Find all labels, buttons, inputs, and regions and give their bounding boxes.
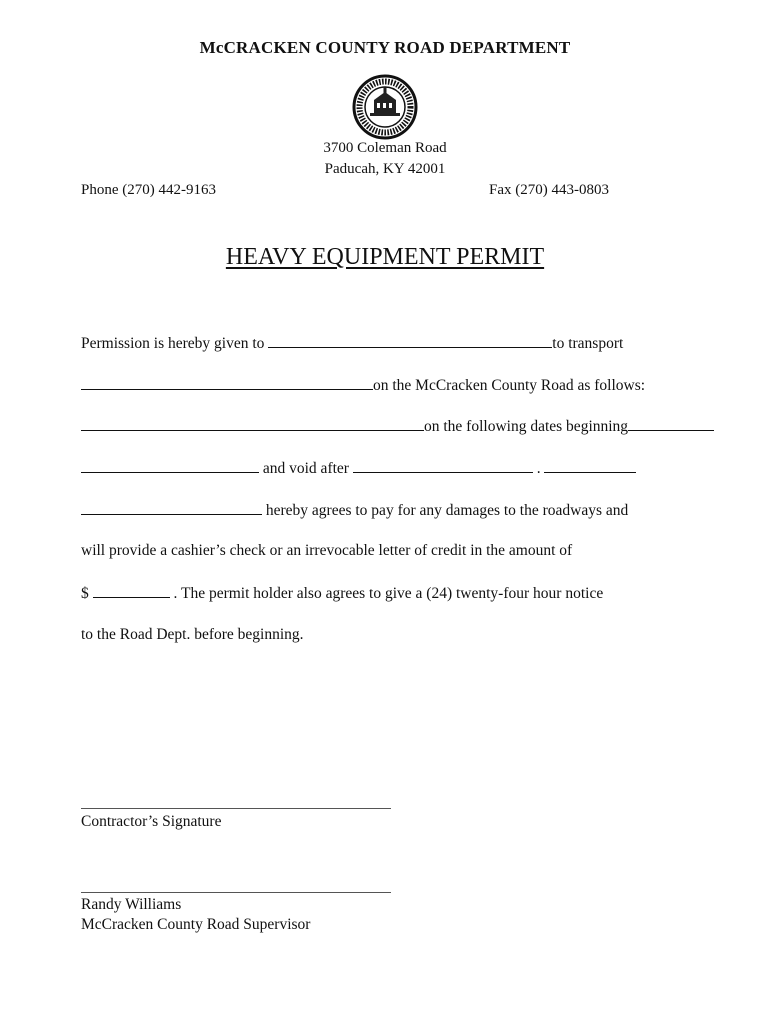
supervisor-signature-line[interactable] — [81, 892, 391, 893]
form-title: HEAVY EQUIPMENT PERMIT — [225, 244, 545, 270]
responsible-party-blank[interactable] — [81, 501, 262, 515]
route-line — [81, 376, 645, 395]
void-dot: . — [536, 460, 541, 477]
dollar-sign: $ — [81, 585, 89, 602]
damages-suffix: hereby agrees to pay for any damages to the roadways and — [265, 502, 629, 519]
dates-line — [81, 417, 714, 436]
equipment-blank[interactable] — [81, 376, 373, 390]
permit-holder-blank[interactable] — [268, 334, 552, 348]
permission-prefix: Permission is hereby given to — [81, 335, 265, 352]
credit-line: will provide a cashier’s check or an irrevocable letter of credit in the amount of — [81, 542, 573, 559]
void-line — [81, 459, 636, 478]
route-suffix: on the McCracken County Road as follows: — [373, 377, 646, 394]
permission-suffix: to transport — [552, 335, 624, 352]
address-city: Paducah, KY 42001 — [324, 161, 446, 177]
void-after-label: and void after — [262, 460, 349, 477]
notice-line: to the Road Dept. before beginning. — [81, 626, 304, 643]
supervisor-title: McCracken County Road Supervisor — [81, 916, 311, 933]
dates-suffix: on the following dates beginning — [424, 418, 629, 435]
phone-number: Phone (270) 442-9163 — [81, 182, 216, 198]
void-date-blank[interactable] — [353, 459, 533, 473]
amount-line — [81, 584, 603, 603]
damages-line — [81, 501, 628, 520]
permission-line — [81, 334, 623, 353]
void-year-blank[interactable] — [544, 459, 636, 473]
start-date-continued-blank[interactable] — [81, 459, 259, 473]
department-name: McCRACKEN COUNTY ROAD DEPARTMENT — [199, 38, 571, 57]
fax-number: Fax (270) 443-0803 — [489, 182, 609, 198]
amount-suffix: . The permit holder also agrees to give a (24) twenty-four hour notice — [173, 585, 604, 602]
start-date-blank[interactable] — [628, 417, 714, 431]
route-description-blank[interactable] — [81, 417, 424, 431]
supervisor-name: Randy Williams — [81, 896, 182, 913]
amount-blank[interactable] — [93, 584, 170, 598]
contractor-signature-label: Contractor’s Signature — [81, 813, 222, 830]
contractor-signature-line[interactable] — [81, 808, 391, 809]
address-street: 3700 Coleman Road — [323, 140, 447, 156]
county-seal-logo — [350, 74, 420, 140]
